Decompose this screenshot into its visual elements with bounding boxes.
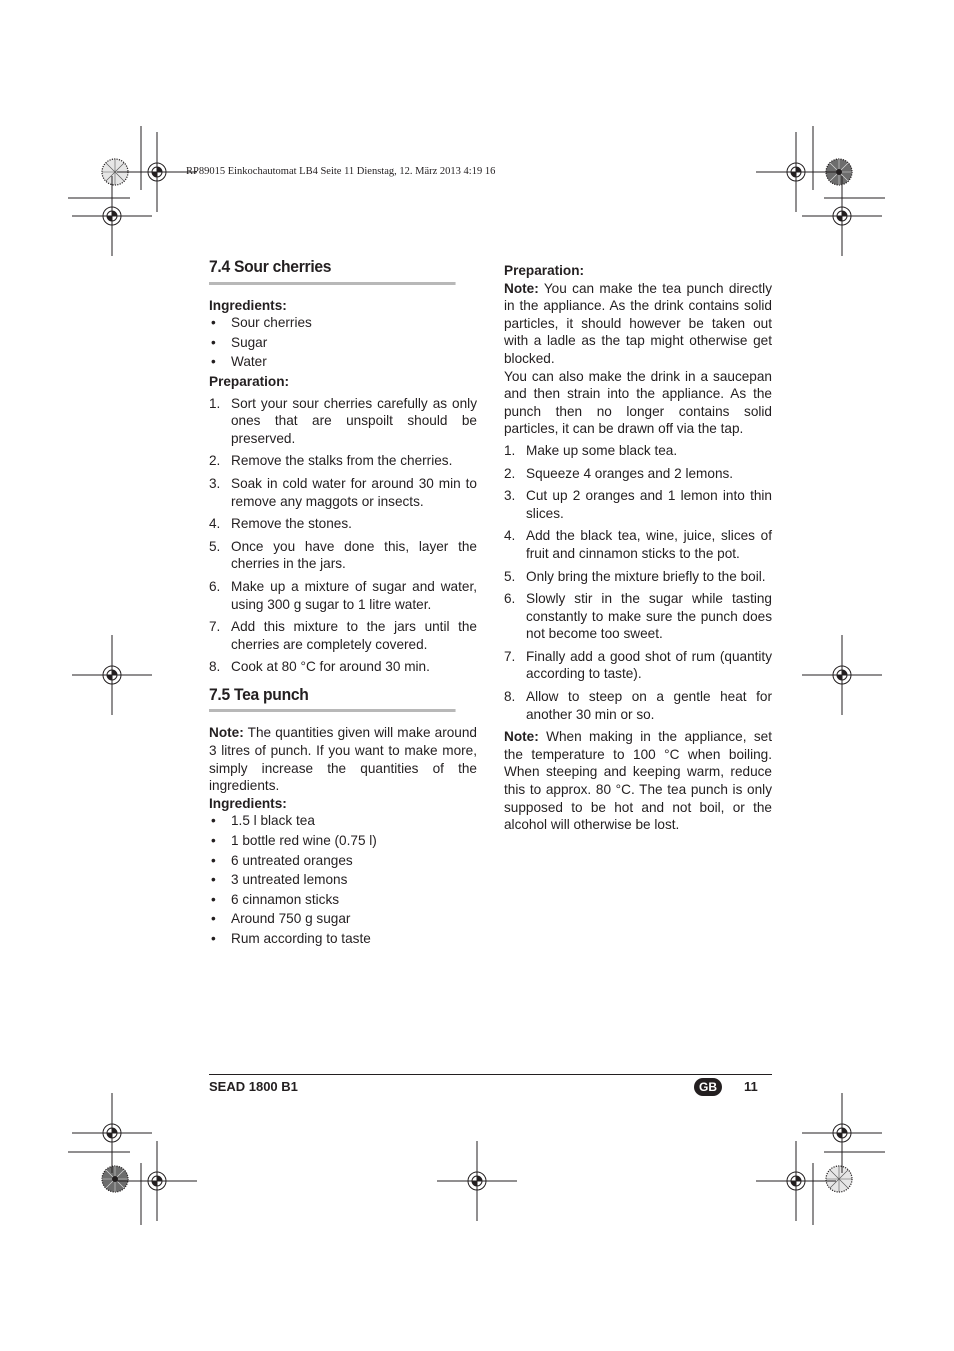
list-item: 5. Only bring the mixture briefly to the boil. bbox=[504, 568, 766, 584]
footer-rule bbox=[209, 1074, 772, 1075]
footer-model-number: SEAD 1800 B1 bbox=[209, 1079, 298, 1094]
list-item: • Sugar bbox=[209, 334, 477, 352]
list-item: 7. Add this mixture to the jars until the cherries are completely covered. bbox=[209, 619, 477, 652]
list-item: 4. Remove the stones. bbox=[209, 516, 352, 532]
print-slug-line: RP89015 Einkochautomat LB4 Seite 11 Dienstag, 12. März 2013 4:19 16 bbox=[186, 166, 496, 177]
preparation-steps-sour-cherries bbox=[209, 395, 477, 676]
list-item: • Around 750 g sugar bbox=[209, 910, 477, 928]
ingredients-label: Ingredients: bbox=[209, 297, 287, 313]
radial-color-wheel-icon bbox=[826, 1166, 852, 1192]
ingredients-label: Ingredients: bbox=[209, 795, 287, 811]
list-item: • Water bbox=[209, 353, 477, 371]
ingredients-list-tea-punch bbox=[209, 812, 477, 947]
list-item: 2. Remove the stalks from the cherries. bbox=[209, 453, 453, 469]
crosshair-target-icon bbox=[756, 1141, 836, 1221]
list-item: • 6 untreated oranges bbox=[209, 852, 477, 870]
section-title-sour-cherries: 7.4 Sour cherries bbox=[209, 258, 456, 285]
list-item: • 3 untreated lemons bbox=[209, 871, 477, 889]
list-item: • 1 bottle red wine (0.75 l) bbox=[209, 832, 477, 850]
crosshair-target-icon bbox=[437, 1141, 517, 1221]
preparation-label: Preparation: bbox=[504, 263, 585, 278]
list-item: 6. Make up a mixture of sugar and water, using 300 g sugar to 1 litre water. bbox=[209, 578, 477, 612]
list-item: 8. Cook at 80 °C for around 30 min. bbox=[209, 659, 430, 675]
right-column bbox=[504, 262, 772, 834]
preparation-label: Preparation: bbox=[209, 373, 290, 389]
crosshair-target-icon bbox=[72, 635, 152, 715]
list-item: 3. Cut up 2 oranges and 1 lemon into thin slices. bbox=[504, 488, 772, 521]
list-item: 4. Add the black tea, wine, juice, slices of fruit and cinnamon sticks to the pot. bbox=[504, 528, 772, 561]
language-badge: GB bbox=[694, 1078, 722, 1096]
crosshair-target-icon bbox=[72, 176, 152, 256]
list-item: • 1.5 l black tea bbox=[209, 812, 477, 830]
crosshair-target-icon bbox=[72, 1093, 152, 1173]
crosshair-target-icon bbox=[117, 1141, 197, 1221]
crosshair-target-icon bbox=[802, 1093, 882, 1173]
list-item: 1. Make up some black tea. bbox=[504, 442, 678, 458]
note-temperature: Note: When making in the appliance, set the temperature to 100 °C when boiling. When steeping and keeping warm, reduce this to approx. 80 °C. The tea punch is only supposed to be hot and not boil, or the alcohol will otherwise be lost. bbox=[504, 729, 772, 833]
ingredients-list-sour-cherries bbox=[209, 314, 477, 371]
left-column bbox=[209, 258, 477, 950]
list-item: 3. Soak in cold water for around 30 min to remove any maggots or insects. bbox=[209, 475, 477, 509]
page-number: 11 bbox=[744, 1079, 758, 1094]
list-item: • Sour cherries bbox=[209, 314, 477, 332]
list-item: 8. Allow to steep on a gentle heat for another 30 min or so. bbox=[504, 689, 772, 722]
list-item: 7. Finally add a good shot of rum (quantity according to taste). bbox=[504, 648, 772, 682]
note-quantities: Note: The quantities given will make around 3 litres of punch. If you want to make more, simply increase the quantities of the ingredients. bbox=[209, 725, 477, 794]
list-item: • 6 cinnamon sticks bbox=[209, 891, 477, 909]
note-make-in-appliance: Note: You can make the tea punch directly in the appliance. As the drink contains solid particles, it should however be taken out with a ladle as the tap might otherwise get blocked. bbox=[504, 280, 772, 366]
crosshair-target-icon bbox=[117, 132, 197, 212]
list-item: 2. Squeeze 4 oranges and 2 lemons. bbox=[504, 465, 734, 481]
section-title-tea-punch: 7.5 Tea punch bbox=[209, 686, 456, 713]
list-item: • Rum according to taste bbox=[209, 930, 477, 948]
list-item: 5. Once you have done this, layer the cherries in the jars. bbox=[209, 538, 477, 572]
crosshair-target-icon bbox=[802, 635, 882, 715]
preparation-steps-tea-punch bbox=[504, 442, 772, 723]
paragraph-saucepan: You can also make the drink in a saucepan and then strain into the appliance. As the punch then no longer contains solid particles, it can be drawn off via the tap. bbox=[504, 368, 772, 437]
radial-color-wheel-icon bbox=[102, 1166, 128, 1192]
crosshair-target-icon bbox=[802, 176, 882, 256]
crosshair-target-icon bbox=[756, 132, 836, 212]
list-item: 1. Sort your sour cherries carefully as only ones that are unspoilt should be preserved. bbox=[209, 395, 477, 446]
list-item: 6. Slowly stir in the sugar while tasting constantly to make sure the punch does not become too sweet. bbox=[504, 591, 772, 642]
